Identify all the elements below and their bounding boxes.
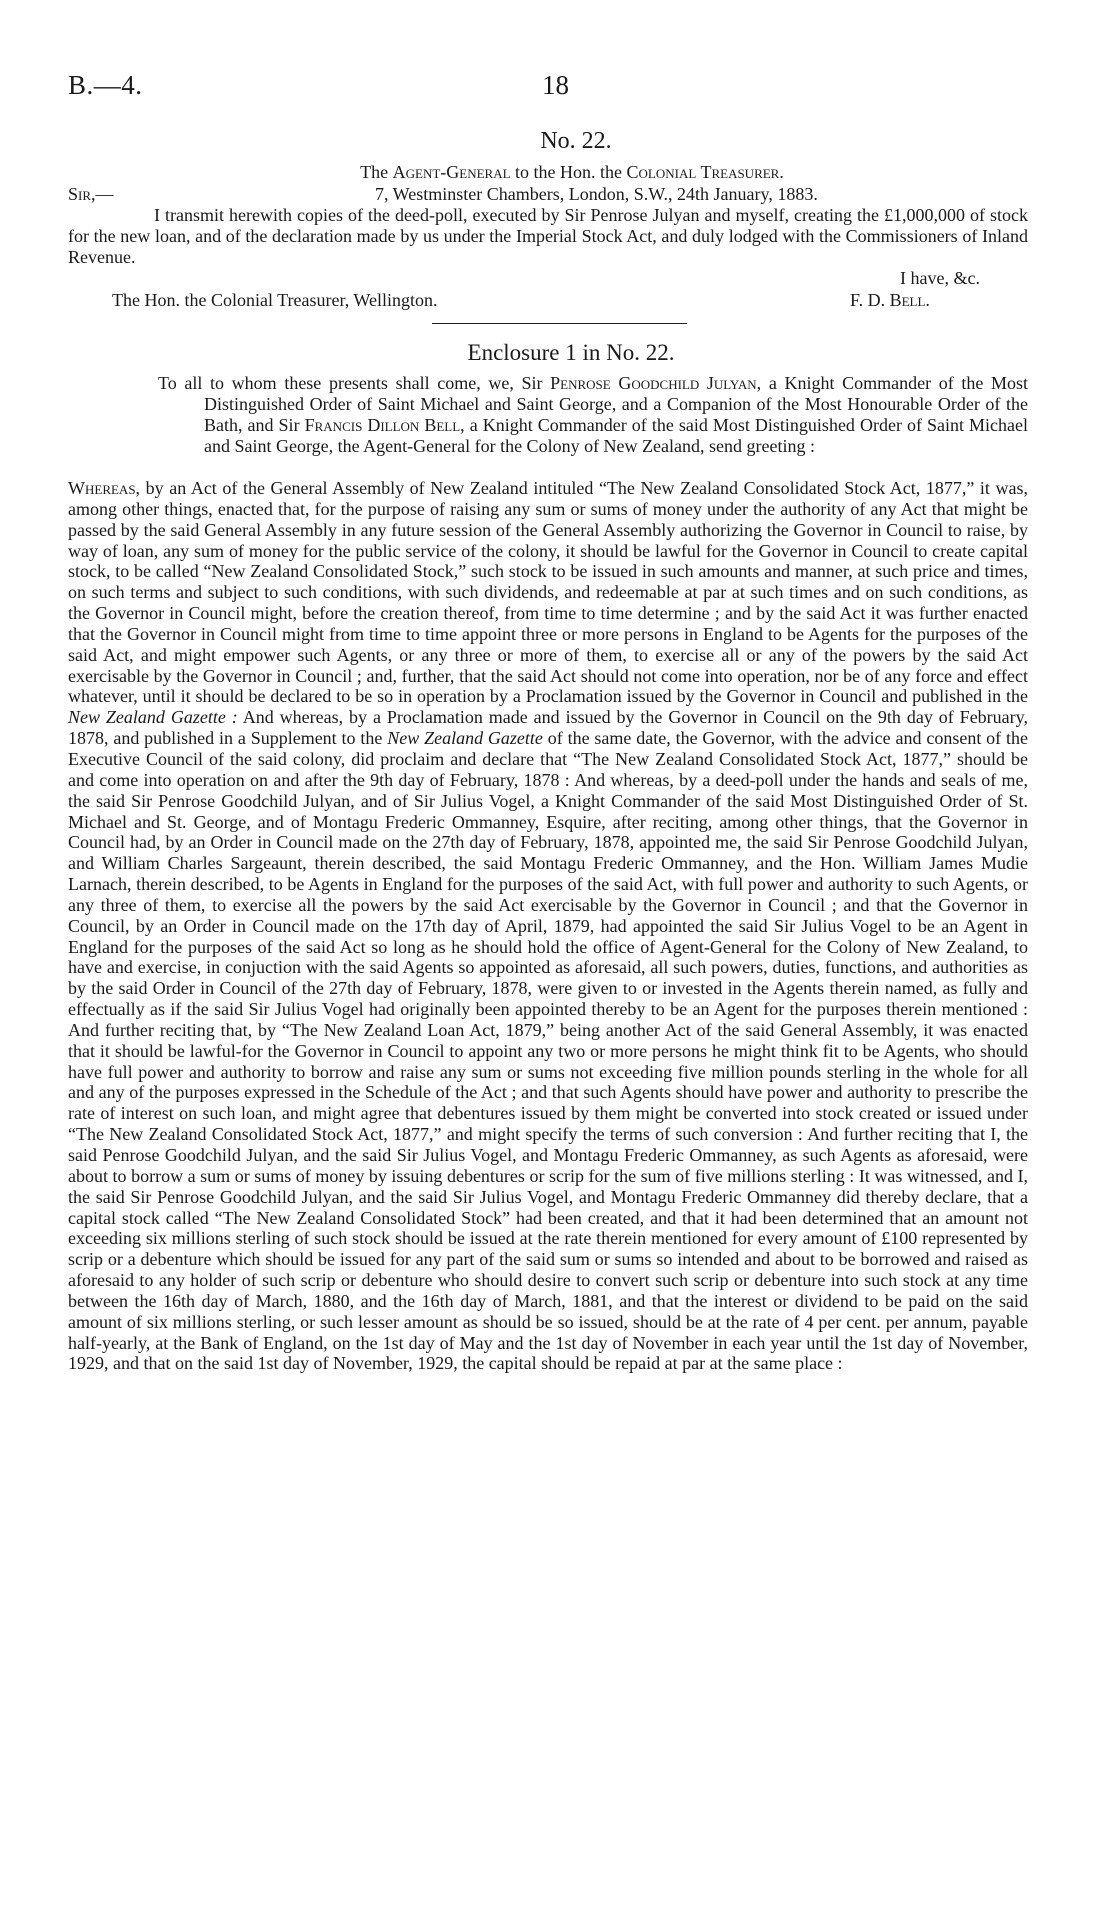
person-name-julyan: Penrose Goodchild Julyan,	[550, 373, 762, 393]
gazette-title: New Zealand Gazette :	[68, 707, 238, 728]
place-and-date: 7, Westminster Chambers, London, S.W., 24th January, 1883.	[375, 184, 818, 204]
letter-closing: I have, &c.	[900, 268, 980, 288]
letter-number: No. 22.	[540, 128, 612, 154]
signature-initials: F. D.	[850, 290, 886, 310]
enclosure-title: Enclosure 1 in No. 22.	[467, 340, 675, 365]
addressee-prefix: The	[360, 162, 389, 182]
letter-body: I transmit herewith copies of the deed-poll, executed by Sir Penrose Julyan and myself, creating the £1,000,000 of stock for the new loan, and of the declaration made by us under the Imperial Stock Act, and duly lodged with the Commissioners of Inland Revenue.	[68, 205, 1028, 267]
sender-title: Agent-General	[392, 162, 511, 182]
enclosure-preamble: To all to whom these presents shall come, we, Sir Penrose Goodchild Julyan, a Knight Commander of the Most Distinguished Order of Saint Michael and Saint George, and a Companion of the Most Honourable Order of the Bath, and Sir Francis Dillon Bell, a Knight Commander of the said Most Distinguished Order of Saint Michael and Saint George, the Agent-General for the Colony of New Zealand, send greeting :	[158, 373, 1029, 456]
section-divider	[432, 323, 687, 324]
letter-addressee-line	[0, 162, 1114, 183]
enclosure-body-paragraph: Whereas, by an Act of the General Assembly of New Zealand intituled “The New Zealand Consolidated Stock Act, 1877,” it was, among other things, enacted that, for the purpose of raising any sum or sums of money under the authority of any Act that might be passed by the said General Assembly in any future session of the General Assembly authorizing the Governor in Council to raise, by way of loan, any sum of money for the public service of the colony, it should be lawful for the Governor in Council to create capital stock, to be called “New Zealand Consolidated Stock,” such stock to be issued in such amounts and manner, at such price and times, on such terms and subject to such conditions, with such dividends, and redeemable at par at such times and on such conditions, as the Governor in Council might, before the creation thereof, from time to time determine ; and by the said Act it was further enacted that the Governor in Council might from time to time appoint three or more persons in England to be Agents for the purposes of the said Act, and might empower such Agents, or any three or more of them, to exercise all or any of the powers by the said Act exercisable by the Governor in Council ; and, further, that the said Act should not come into operation, nor be of any force and effect whatever, until it should be declared to be so in operation by a Proclamation issued by the Governor in Council and published in the New Zealand Gazette : And whereas, by a Proclamation made and issued by the Governor in Council on the 9th day of February, 1878, and published in a Supplement to the New Zealand Gazette of the same date, the Governor, with the advice and consent of the Executive Council of the said colony, did proclaim and declare that “The New Zealand Consolidated Stock Act, 1877,” should be and come into operation on and after the 9th day of February, 1878 : And whereas, by a deed-poll under the hands and seals of me, the said Sir Penrose Goodchild Julyan, and of Sir Julius Vogel, a Knight Commander of the said Most Distinguished Order of St. Michael and St. George, and of Montagu Frederic Ommanney, Esquire, after reciting, among other things, that the Governor in Council had, by an Order in Council made on the 27th day of February, 1878, appointed me, the said Sir Penrose Goodchild Julyan, and William Charles Sargeaunt, therein described, the said Montagu Frederic Ommanney, and the Hon. William James Mudie Larnach, therein described, to be Agents in England for the purposes of the said Act, with full power and authority to such Agents, or any three of them, to exercise all the powers by the said Act exercisable by the Governor in Council ; and that the Governor in Council, by an Order in Council made on the 17th day of April, 1879, had appointed the said Sir Julius Vogel to be an Agent in England for the purposes of the said Act so long as he should hold the office of Agent-General for the Colony of New Zealand, to have and exercise, in conjuction with the said Agents so appointed as aforesaid, all such powers, duties, functions, and authorities as by the said Order in Council of the 27th day of February, 1878, were given to or invested in the Agents therein named, as fully and effectually as if the said Sir Julius Vogel had originally been appointed thereby to be an Agent for the purposes therein mentioned : And further reciting that, by “The New Zealand Loan Act, 1879,” being another Act of the said General Assembly, it was enacted that it should be lawful-for the Governor in Council to appoint any two or more persons he might think fit to be Agents, who should have full power and authority to borrow and raise any sum or sums not exceeding five million pounds sterling in the whole for all and any of the purposes expressed in the Schedule of the Act ; and that such Agents should have power and authority to prescribe the rate of interest on such loan, and might agree that debentures issued by them might be converted into stock created or issued under “The New Zealand Consolidated Stock Act, 1877,” and might specify the terms of such conversion : And further reciting that I, the said Penrose Goodchild Julyan, and the said Sir Julius Vogel, and Montagu Frederic Ommanney, as such Agents as aforesaid, were about to borrow a sum or sums of money by issuing debentures or scrip for the sum of five millions sterling : It was witnessed, and I, the said Sir Penrose Goodchild Julyan, and the said Sir Julius Vogel, and Montagu Frederic Ommanney did thereby declare, that a capital stock called “The New Zealand Consolidated Stock” had been created, and that it had been determined that an amount not exceeding six millions sterling of such stock should be issued at the rate therein mentioned for every amount of £100 represented by scrip or a debenture which should be issued for any part of the said sum or sums so intended and about to be borrowed and raised as aforesaid to any holder of such scrip or debenture who should desire to convert such scrip or debenture into such stock at any time between the 16th day of March, 1880, and the 16th day of March, 1881, and that the interest or dividend to be paid on the said amount of six millions sterling, or such lesser amount as should be so issued, should be at the rate of 4 per cent. per annum, payable half-yearly, at the Bank of England, on the 1st day of May and the 1st day of November in each year until the 1st day of November, 1929, and that on the said 1st day of November, 1929, the capital should be repaid at par at the same place :	[68, 478, 1029, 1374]
page-number: 18	[542, 70, 569, 100]
signature-name: Bell.	[889, 290, 930, 310]
recipient-title: Colonial Treasurer.	[626, 162, 784, 182]
salutation: Sir,—	[68, 184, 114, 204]
lead-word: Whereas,	[68, 478, 141, 498]
letter-to-line: The Hon. the Colonial Treasurer, Wellington.	[112, 290, 438, 310]
page-header	[68, 70, 1048, 110]
person-name-bell: Francis Dillon Bell,	[304, 415, 465, 435]
parliamentary-paper-reference: B.—4.	[68, 70, 143, 100]
signature	[850, 290, 930, 311]
addressee-connector: to the Hon. the	[515, 162, 623, 182]
gazette-title: New Zealand Gazette	[387, 728, 543, 749]
